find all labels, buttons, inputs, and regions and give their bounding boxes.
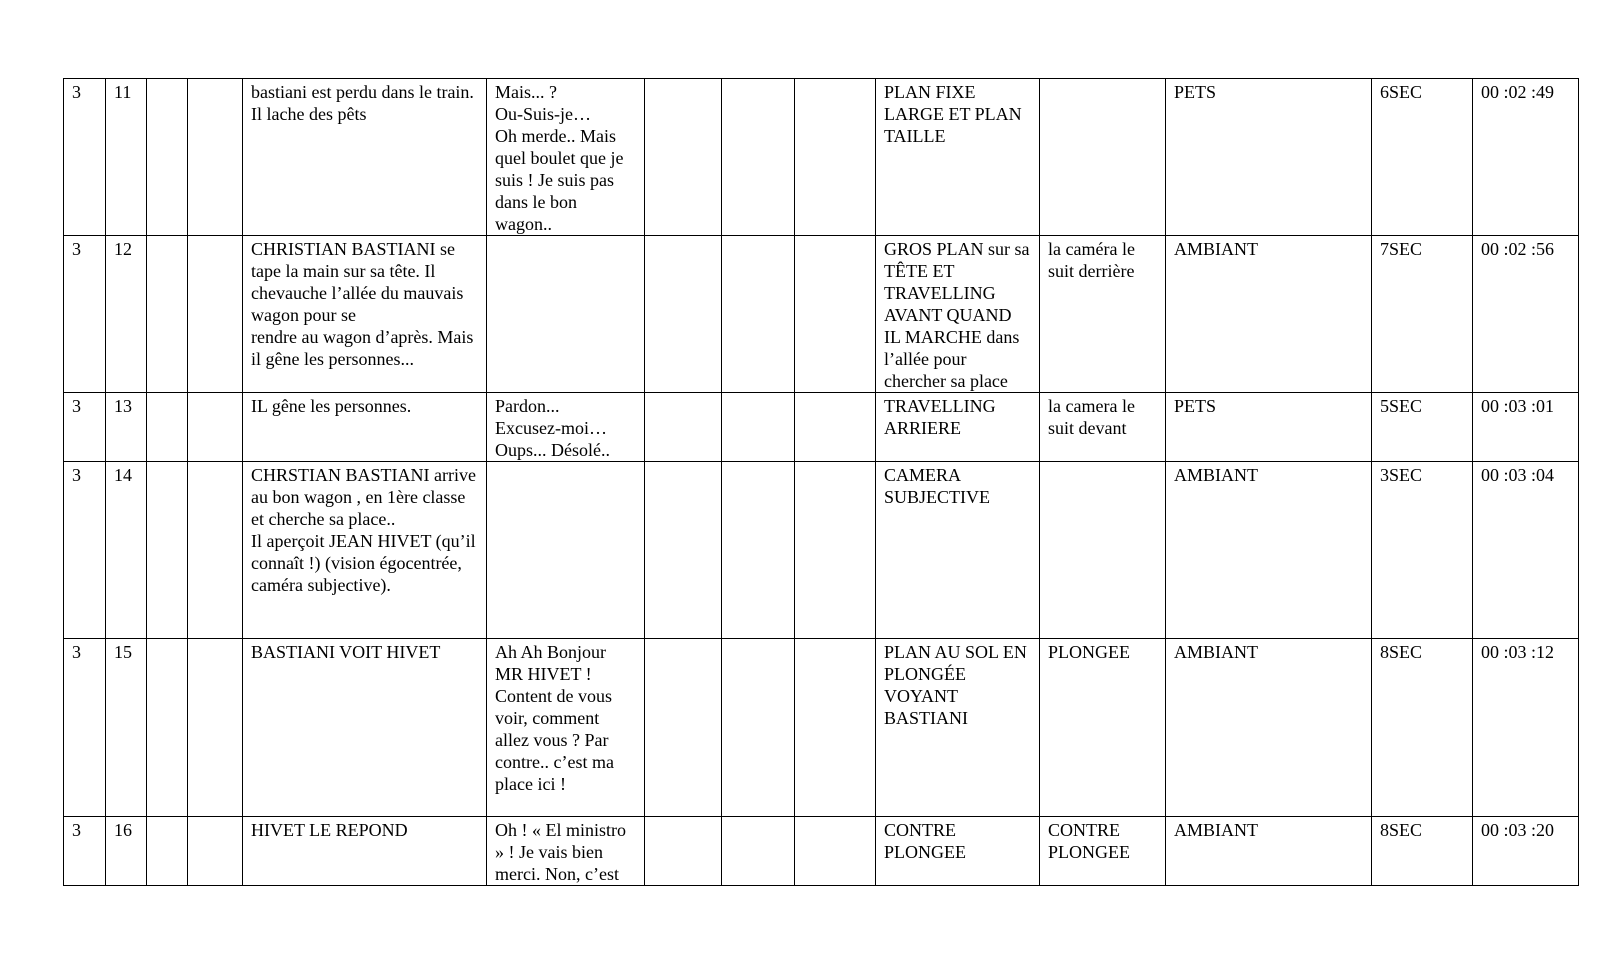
empty-cell — [645, 79, 722, 236]
empty-cell — [188, 236, 243, 393]
framing-cell: CONTRE PLONGEE — [876, 817, 1040, 886]
empty-cell — [722, 639, 795, 817]
sequence-cell: 3 — [64, 393, 106, 462]
table-row — [64, 817, 1579, 886]
duration-cell: 8SEC — [1372, 639, 1473, 817]
shot-number-cell: 11 — [106, 79, 147, 236]
empty-cell — [795, 639, 876, 817]
empty-cell — [722, 236, 795, 393]
timecode-cell: 00 :02 :49 — [1473, 79, 1579, 236]
dialogue-cell — [487, 462, 645, 639]
sound-cell: AMBIANT — [1166, 236, 1372, 393]
shot-number-cell: 14 — [106, 462, 147, 639]
shot-number-cell: 12 — [106, 236, 147, 393]
action-cell: IL gêne les personnes. — [243, 393, 487, 462]
empty-cell — [147, 639, 188, 817]
empty-cell — [188, 393, 243, 462]
camera-cell: PLONGEE — [1040, 639, 1166, 817]
empty-cell — [645, 236, 722, 393]
empty-cell — [188, 639, 243, 817]
empty-cell — [645, 817, 722, 886]
action-cell: BASTIANI VOIT HIVET — [243, 639, 487, 817]
sound-cell: PETS — [1166, 79, 1372, 236]
dialogue-cell — [487, 236, 645, 393]
dialogue-cell: Oh ! « El ministro » ! Je vais bien merci. Non, c’est — [487, 817, 645, 886]
camera-cell — [1040, 79, 1166, 236]
empty-cell — [147, 817, 188, 886]
sound-cell: AMBIANT — [1166, 639, 1372, 817]
table-row — [64, 393, 1579, 462]
sequence-cell: 3 — [64, 639, 106, 817]
action-cell: CHRSTIAN BASTIANI arrive au bon wagon , en 1ère classe et cherche sa place.. Il aperçoit JEAN HIVET (qu’il connaît !) (vision égocentrée, caméra subjective). — [243, 462, 487, 639]
table-body — [64, 79, 1579, 886]
empty-cell — [722, 817, 795, 886]
empty-cell — [722, 393, 795, 462]
empty-cell — [645, 639, 722, 817]
empty-cell — [795, 393, 876, 462]
empty-cell — [147, 462, 188, 639]
empty-cell — [188, 817, 243, 886]
duration-cell: 3SEC — [1372, 462, 1473, 639]
timecode-cell: 00 :03 :01 — [1473, 393, 1579, 462]
action-cell: bastiani est perdu dans le train. Il lache des pêts — [243, 79, 487, 236]
shot-number-cell: 16 — [106, 817, 147, 886]
empty-cell — [795, 236, 876, 393]
empty-cell — [722, 462, 795, 639]
sequence-cell: 3 — [64, 462, 106, 639]
empty-cell — [795, 817, 876, 886]
storyboard-table — [63, 78, 1579, 886]
empty-cell — [188, 79, 243, 236]
sound-cell: AMBIANT — [1166, 462, 1372, 639]
empty-cell — [147, 393, 188, 462]
empty-cell — [722, 79, 795, 236]
table-row — [64, 462, 1579, 639]
shot-number-cell: 15 — [106, 639, 147, 817]
timecode-cell: 00 :03 :20 — [1473, 817, 1579, 886]
dialogue-cell: Mais... ? Ou-Suis-je… Oh merde.. Mais quel boulet que je suis ! Je suis pas dans le bon wagon.. — [487, 79, 645, 236]
dialogue-cell: Pardon... Excusez-moi… Oups... Désolé.. — [487, 393, 645, 462]
empty-cell — [795, 462, 876, 639]
empty-cell — [147, 236, 188, 393]
camera-cell — [1040, 462, 1166, 639]
framing-cell: PLAN FIXE LARGE ET PLAN TAILLE — [876, 79, 1040, 236]
shot-number-cell: 13 — [106, 393, 147, 462]
duration-cell: 5SEC — [1372, 393, 1473, 462]
framing-cell: GROS PLAN sur sa TÊTE ET TRAVELLING AVANT QUAND IL MARCHE dans l’allée pour chercher sa place — [876, 236, 1040, 393]
table-row — [64, 236, 1579, 393]
empty-cell — [188, 462, 243, 639]
framing-cell: CAMERA SUBJECTIVE — [876, 462, 1040, 639]
timecode-cell: 00 :02 :56 — [1473, 236, 1579, 393]
sequence-cell: 3 — [64, 817, 106, 886]
sequence-cell: 3 — [64, 236, 106, 393]
framing-cell: TRAVELLING ARRIERE — [876, 393, 1040, 462]
sound-cell: AMBIANT — [1166, 817, 1372, 886]
sequence-cell: 3 — [64, 79, 106, 236]
sound-cell: PETS — [1166, 393, 1372, 462]
duration-cell: 7SEC — [1372, 236, 1473, 393]
dialogue-cell: Ah Ah Bonjour MR HIVET ! Content de vous voir, comment allez vous ? Par contre.. c’est ma place ici ! — [487, 639, 645, 817]
framing-cell: PLAN AU SOL EN PLONGÉE VOYANT BASTIANI — [876, 639, 1040, 817]
camera-cell: CONTRE PLONGEE — [1040, 817, 1166, 886]
action-cell: HIVET LE REPOND — [243, 817, 487, 886]
camera-cell: la caméra le suit derrière — [1040, 236, 1166, 393]
table-row — [64, 79, 1579, 236]
duration-cell: 8SEC — [1372, 817, 1473, 886]
timecode-cell: 00 :03 :04 — [1473, 462, 1579, 639]
empty-cell — [645, 393, 722, 462]
empty-cell — [645, 462, 722, 639]
camera-cell: la camera le suit devant — [1040, 393, 1166, 462]
empty-cell — [795, 79, 876, 236]
table-row — [64, 639, 1579, 817]
duration-cell: 6SEC — [1372, 79, 1473, 236]
action-cell: CHRISTIAN BASTIANI se tape la main sur sa tête. Il chevauche l’allée du mauvais wagon pour se rendre au wagon d’après. Mais il gêne les personnes... — [243, 236, 487, 393]
empty-cell — [147, 79, 188, 236]
timecode-cell: 00 :03 :12 — [1473, 639, 1579, 817]
